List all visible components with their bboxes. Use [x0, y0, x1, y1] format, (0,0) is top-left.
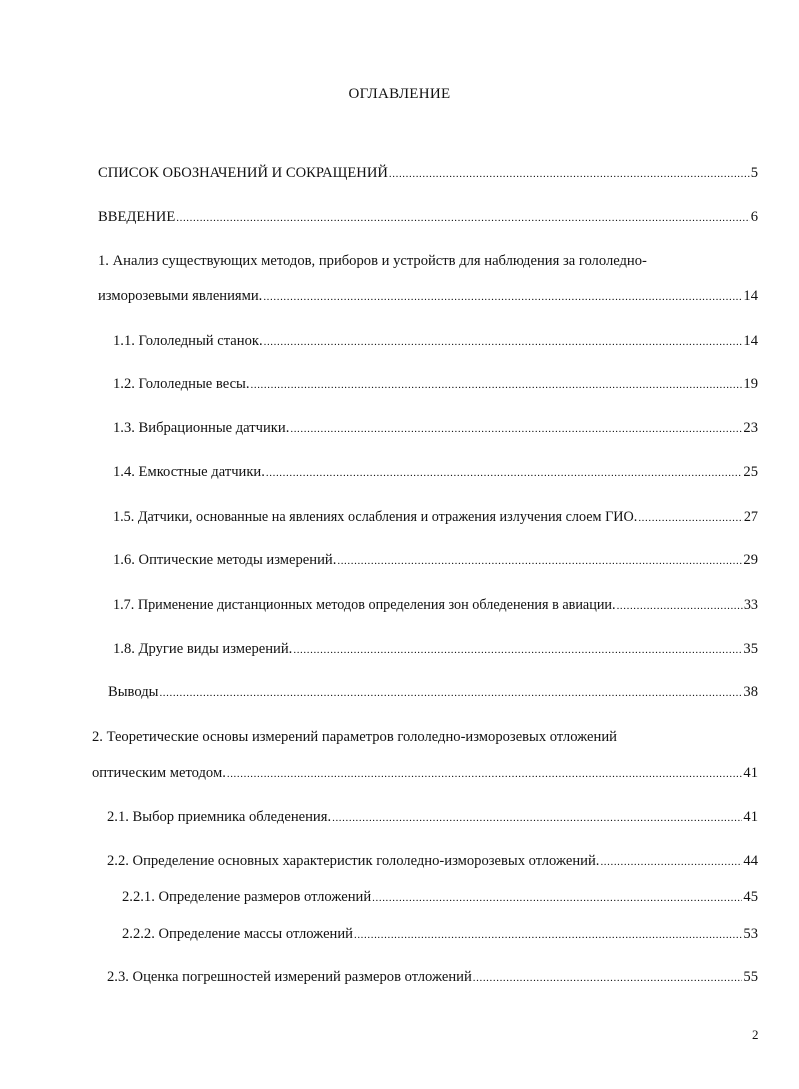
- dot-leader: [251, 376, 743, 394]
- toc-entry-label: 2.2.1. Определение размеров отложений: [122, 889, 372, 905]
- dot-leader: [354, 926, 742, 944]
- toc-entry-conclusions[interactable]: [108, 683, 758, 702]
- toc-entry-1-6[interactable]: [113, 551, 758, 570]
- toc-entry-1-7[interactable]: [113, 596, 758, 615]
- dot-leader: [332, 809, 742, 827]
- toc-entry-label: 1.1. Гололедный станок.: [113, 333, 263, 349]
- dot-leader: [617, 597, 743, 615]
- toc-entry-page: 35: [743, 641, 758, 657]
- toc-entry-1-2[interactable]: [113, 375, 758, 394]
- toc-entry-page: 38: [743, 684, 758, 700]
- toc-entry-2-1[interactable]: [107, 808, 758, 827]
- dot-leader: [372, 889, 742, 907]
- dot-leader: [176, 209, 749, 227]
- toc-entry-page: 33: [743, 597, 758, 613]
- dot-leader: [264, 333, 743, 351]
- toc-entry-page: 23: [743, 420, 758, 436]
- toc-entry-page: 14: [743, 333, 758, 349]
- dot-leader: [600, 853, 742, 871]
- dot-leader: [290, 420, 742, 438]
- toc-entry-page: 6: [750, 209, 758, 225]
- toc-entry-page: 53: [743, 926, 758, 942]
- toc-entry-page: 25: [743, 464, 758, 480]
- toc-entry-page: 41: [743, 809, 758, 825]
- toc-entry-label: СПИСОК ОБОЗНАЧЕНИЙ И СОКРАЩЕНИЙ: [98, 165, 388, 181]
- toc-entry-page: 5: [750, 165, 758, 181]
- toc-entry-label: Выводы: [108, 684, 159, 700]
- toc-entry-page: 45: [743, 889, 758, 905]
- toc-entry-label: 1.5. Датчики, основанные на явлениях ослабления и отражения излучения слоем ГИО.: [113, 509, 638, 525]
- toc-entry-1-1[interactable]: [113, 332, 758, 351]
- toc-entry-chapter-1-title[interactable]: 1. Анализ существующих методов, приборов и устройств для наблюдения за гололедно-: [98, 253, 647, 269]
- toc-entry-1-5[interactable]: [113, 508, 758, 527]
- toc-entry-label: 2.2.2. Определение массы отложений: [122, 926, 353, 942]
- page-title: ОГЛАВЛЕНИЕ: [348, 86, 451, 102]
- toc-entry-page: 27: [743, 509, 758, 525]
- toc-entry-label: 2.1. Выбор приемника обледенения.: [107, 809, 332, 825]
- toc-entry-2-2[interactable]: [107, 852, 758, 871]
- toc-entry-2-3[interactable]: [107, 968, 758, 987]
- toc-entry-label: 2.2. Определение основных характеристик гололедно-изморозевых отложений.: [107, 853, 600, 869]
- toc-entry-label: 1.4. Емкостные датчики.: [113, 464, 265, 480]
- toc-entry-label: 1.6. Оптические методы измерений.: [113, 552, 337, 568]
- toc-entry-chapter-2[interactable]: [92, 764, 758, 783]
- toc-entry-label: ВВЕДЕНИЕ: [98, 209, 176, 225]
- page-number: 2: [752, 1027, 759, 1042]
- toc-entry-page: 19: [743, 376, 758, 392]
- toc-entry-label: 1.2. Гололедные весы.: [113, 376, 250, 392]
- dot-leader: [473, 969, 743, 987]
- toc-entry-1-3[interactable]: [113, 419, 758, 438]
- toc-entry-page: 44: [743, 853, 758, 869]
- toc-entry-label: изморозевыми явлениями.: [98, 288, 263, 304]
- dot-leader: [266, 464, 743, 482]
- dot-leader: [638, 509, 742, 527]
- toc-entry-2-2-2[interactable]: [122, 925, 758, 944]
- dot-leader: [227, 765, 743, 783]
- toc-entry-label: 1.3. Вибрационные датчики.: [113, 420, 290, 436]
- toc-entry-label: 2.3. Оценка погрешностей измерений размеров отложений: [107, 969, 472, 985]
- toc-entry-1-4[interactable]: [113, 463, 758, 482]
- toc-entry-label: 1.8. Другие виды измерений.: [113, 641, 293, 657]
- toc-entry-chapter-1[interactable]: [98, 287, 758, 306]
- toc-entry-abbreviations[interactable]: [98, 164, 758, 183]
- dot-leader: [159, 684, 742, 702]
- dot-leader: [263, 288, 742, 306]
- dot-leader: [337, 552, 742, 570]
- toc-entry-chapter-2-title[interactable]: 2. Теоретические основы измерений параметров гололедно-изморозевых отложений: [92, 729, 617, 745]
- dot-leader: [293, 641, 742, 659]
- toc-entry-page: 14: [743, 288, 758, 304]
- toc-entry-label: 1.7. Применение дистанционных методов определения зон обледенения в авиации.: [113, 597, 616, 613]
- toc-entry-1-8[interactable]: [113, 640, 758, 659]
- toc-entry-label: оптическим методом.: [92, 765, 226, 781]
- toc-entry-page: 55: [743, 969, 758, 985]
- toc-entry-2-2-1[interactable]: [122, 888, 758, 907]
- dot-leader: [389, 165, 750, 183]
- toc-entry-page: 41: [743, 765, 758, 781]
- toc-entry-page: 29: [743, 552, 758, 568]
- toc-entry-intro[interactable]: [98, 208, 758, 227]
